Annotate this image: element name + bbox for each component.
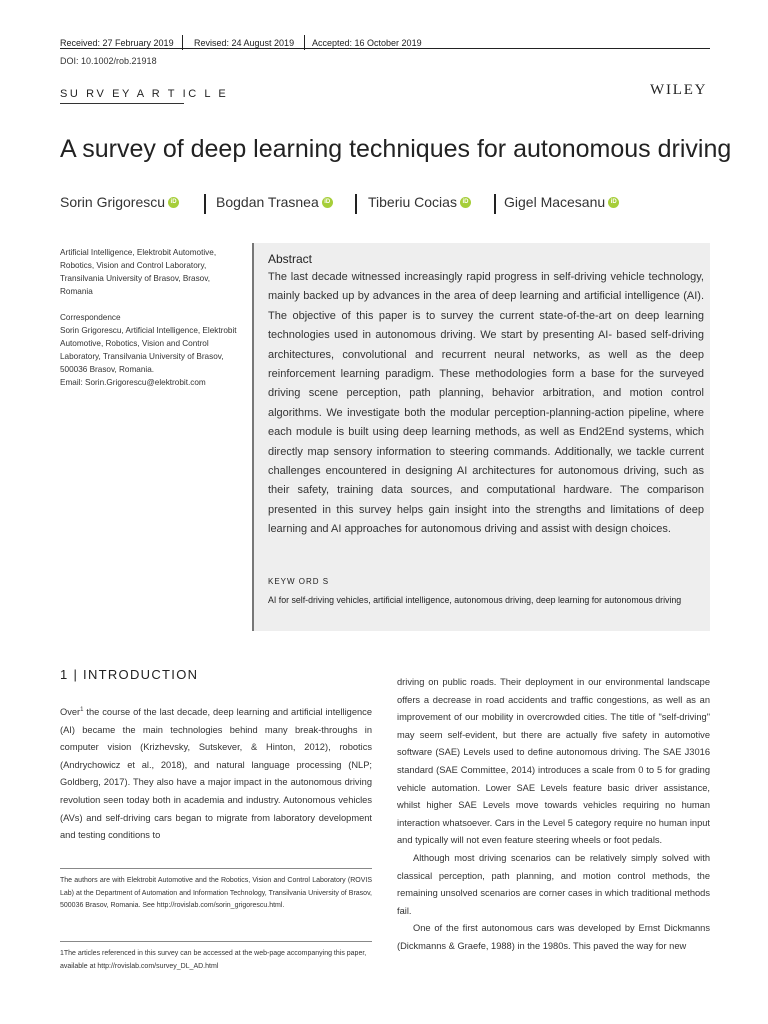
author-divider: [355, 194, 357, 214]
doi[interactable]: DOI: 10.1002/rob.21918: [60, 56, 157, 66]
abstract-accent-bar: [252, 243, 254, 631]
author-divider: [204, 194, 206, 214]
article-type: SU RV EY A R T IC L E: [60, 88, 229, 100]
author-name[interactable]: Tiberiu Cocias iD: [368, 194, 471, 210]
orcid-icon[interactable]: iD: [608, 197, 619, 208]
footnote-rule: [60, 941, 372, 942]
author-list: [60, 194, 710, 216]
footnote-1: 1The articles referenced in this survey can be accessed at the web-page accompanying this paper, available at http://rovislab.com/survey_DL_AD.html: [60, 950, 367, 970]
author-divider: [494, 194, 496, 214]
orcid-icon[interactable]: iD: [460, 197, 471, 208]
section-heading-introduction: 1 | INTRODUCTION: [60, 667, 199, 682]
paragraph: driving on public roads. Their deployment in our environmental landscape offers a decrease in road accidents and traffic congestions, as well as an improvement of our mobility in overcrowded cities. The title of "self-driving" may seem self-evident, but there are actually five safety in automotive software (SAE) Levels used to define autonomous driving. The SAE J3016 standard (SAE Committee, 2014) introduces a scale from 0 to 5 for grading vehicle automation. Lower SAE Levels feature basic driver assistance, whilst higher SAE Levels move towards vehicles requiring no human interaction whatsoever. Cars in the Level 5 category require no human input and typically will not even feature steering wheels or foot pedals.: [397, 677, 710, 846]
header-rule: [60, 48, 710, 49]
footnote-rule: [60, 868, 372, 869]
affiliation: Artificial Intelligence, Elektrobit Automotive, Robotics, Vision and Control Laboratory, Transilvania University of Brasov, Brasov, Romania: [60, 248, 217, 296]
author-name[interactable]: Gigel Macesanu iD: [504, 194, 619, 210]
orcid-icon[interactable]: iD: [168, 197, 179, 208]
article-title: A survey of deep learning techniques for autonomous driving: [60, 135, 732, 163]
correspondence-email[interactable]: Email: Sorin.Grigorescu@elektrobit.com: [60, 378, 206, 387]
keywords: AI for self-driving vehicles, artificial intelligence, autonomous driving, deep learning for autonomous driving: [268, 595, 682, 605]
article-type-underline: [60, 103, 184, 104]
author-footnote: The authors are with Elektrobit Automotive and the Robotics, Vision and Control Laboratory (ROVIS Lab) at the Department of Automation and Information Technology, Transilvania University of Brasov, 500036 Brasov, Romania. See http://rovislab.com/sorin_grigorescu.html.: [60, 877, 372, 909]
revised-date: Revised: 24 August 2019: [194, 38, 295, 48]
intro-right-column: [397, 674, 710, 956]
intro-left-column: Over$^1$ the course of the last decade, deep learning and artificial intelligence (AI) became the main technologies behind many break-throughs in computer vision (Krizhevsky, Sutskever, & Hinton, 2012), robotics (Andrychowicz et al., 2018), and natural language processing (NLP; Goldberg, 2017). They also have a major impact in the autonomous driving revolution seen today both in academia and industry. Autonomous vehicles (AVs) and self-driving cars began to migrate from laboratory development and testing conditions to: [60, 707, 372, 841]
abstract-text: The last decade witnessed increasingly rapid progress in self-driving vehicle technology, mainly backed up by advances in the area of deep learning and artificial intelligence (AI). The objective of this paper is to survey the current state-of-the-art on deep learning technologies used in autonomous driving. We start by presenting AI- based self-driving architectures, convolutional and recurrent neural networks, as well as the deep reinforcement learning paradigm. These methodologies form a base for the surveyed driving scene perception, path planning, behavior arbitration, and motion control algorithms. We investigate both the modular perception-planning-action pipeline, where each module is built using deep learning methods, as well as End2End systems, which directly map sensory information to steering commands. Additionally, we tackle current challenges encountered in designing AI architectures for autonomous driving, such as their safety, training data sources, and computational hardware. The comparison presented in this survey helps gain insight into the strengths and limitations of deep learning and AI approaches for autonomous driving and assist with design choices.: [268, 271, 704, 536]
author-name[interactable]: Sorin Grigorescu iD: [60, 194, 179, 210]
publisher-logo: WILEY: [650, 82, 708, 98]
orcid-icon[interactable]: iD: [322, 197, 333, 208]
abstract-heading: Abstract: [268, 252, 313, 266]
paragraph: Although most driving scenarios can be relatively simply solved with classical perception, path planning, and motion control methods, the remaining unsolved scenarios are corner cases in which traditional methods fail.: [397, 852, 710, 916]
correspondence-heading: Correspondence: [60, 313, 121, 322]
paragraph: One of the first autonomous cars was developed by Ernst Dickmanns (Dickmanns & Graefe, 1988) in the 1980s. This paved the way for new: [397, 923, 710, 951]
author-name[interactable]: Bogdan Trasnea iD: [216, 194, 333, 210]
received-date: Received: 27 February 2019: [60, 38, 174, 48]
correspondence: [60, 311, 250, 389]
correspondence-text: Sorin Grigorescu, Artificial Intelligence, Elektrobit Automotive, Robotics, Vision and Control Laboratory, Transilvania University of Brasov, 500036 Brasov, Romania.: [60, 326, 237, 374]
footnote-marker[interactable]: 1: [80, 707, 84, 713]
keywords-heading: KEYW ORD S: [268, 577, 330, 586]
publication-dates: [60, 38, 710, 52]
accepted-date: Accepted: 16 October 2019: [312, 38, 422, 48]
